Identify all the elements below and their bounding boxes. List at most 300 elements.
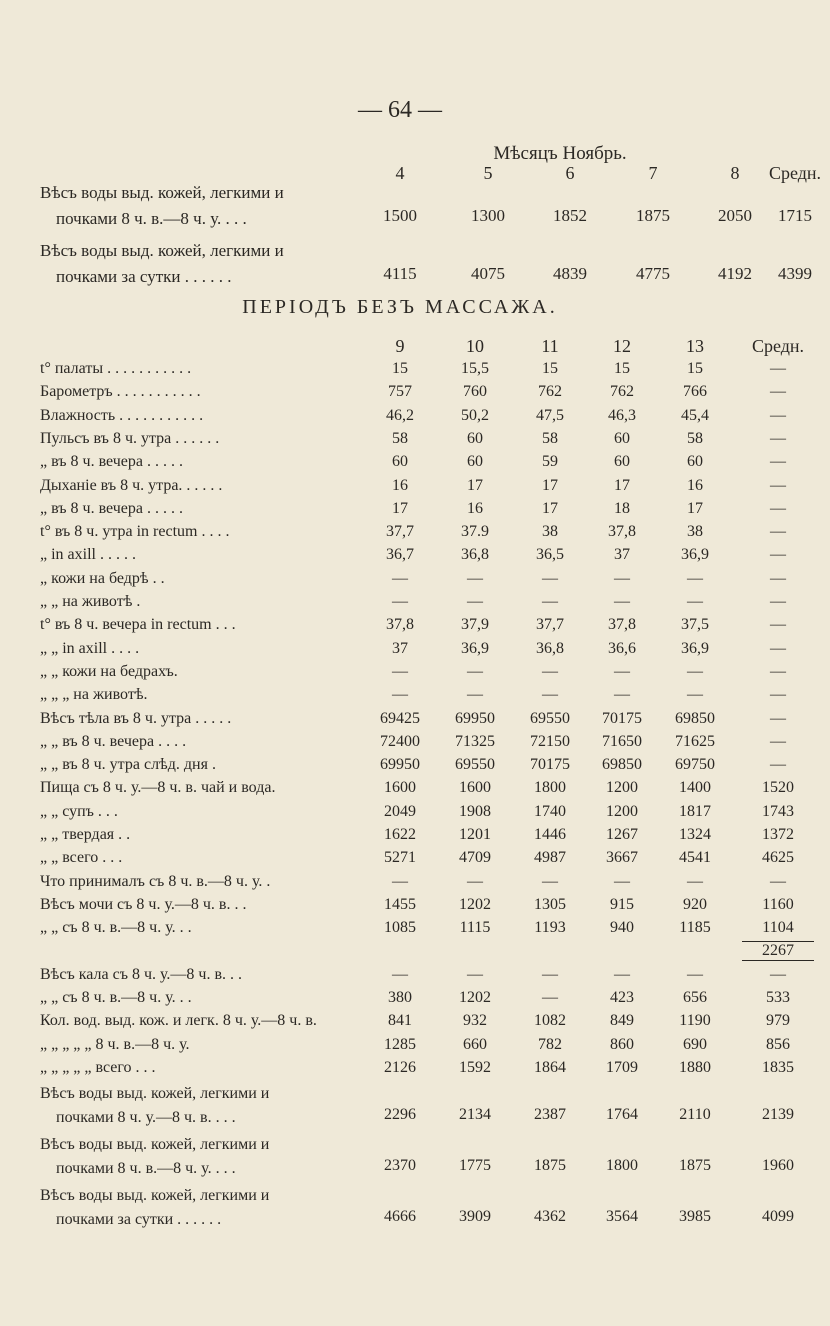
table-cell: 15 (542, 360, 558, 377)
table-cell: 36,8 (536, 639, 564, 657)
table-row (40, 779, 794, 802)
table-cell: 1324 (679, 826, 711, 843)
table-cell: 1085 (384, 919, 416, 937)
table-cell: 3985 (679, 1208, 711, 1226)
table-row (40, 872, 786, 896)
row-label: Пульсъ въ 8 ч. утра . . . . . . (40, 429, 220, 447)
table-cell: 4099 (762, 1208, 794, 1226)
table-cell: 1908 (459, 802, 491, 820)
table-cell: — (770, 453, 786, 471)
table-cell: 1875 (534, 1157, 566, 1175)
table-cell: 1709 (606, 1059, 638, 1076)
table-cell: 4625 (762, 849, 794, 867)
table-cell: 72150 (530, 732, 570, 750)
table-cell: — (770, 360, 786, 377)
table2-header (40, 336, 805, 360)
row-label: „ кожи на бедрѣ . . (40, 569, 165, 587)
table-cell: — (542, 872, 558, 890)
table-cell: 69750 (675, 756, 715, 774)
table-cell: 1592 (459, 1059, 491, 1076)
table-cell: 1446 (534, 826, 566, 843)
table-cell: 4399 (778, 264, 812, 283)
table-cell: 37 (614, 546, 630, 564)
table-cell: 15 (687, 360, 703, 377)
table-cell: 1200 (606, 802, 638, 820)
table-cell: — (770, 546, 786, 564)
table-cell: 1740 (534, 802, 566, 820)
table-cell: 4839 (553, 264, 587, 283)
table-cell: 38 (687, 523, 703, 541)
table-cell: — (687, 593, 703, 610)
table-cell: 1285 (384, 1035, 416, 1053)
table-cell: 423 (610, 989, 634, 1007)
row-label: Что принималъ съ 8 ч. в.—8 ч. у. . (40, 872, 271, 890)
table-cell: 17 (467, 476, 483, 494)
table-cell: 1600 (459, 779, 491, 797)
table-cell: 5271 (384, 849, 416, 867)
table-cell: 2370 (384, 1157, 416, 1175)
row-label: „ „ in axill . . . . (40, 639, 140, 657)
table-cell: 70175 (530, 756, 570, 774)
table-cell: 69425 (380, 709, 420, 727)
table-cell: 1875 (636, 206, 670, 225)
table-cell: 380 (388, 989, 412, 1007)
table-cell: 71325 (455, 732, 495, 750)
table-cell: 16 (392, 476, 408, 494)
table-cell: — (770, 593, 786, 610)
table-row (40, 849, 794, 872)
row-label: „ „ въ 8 ч. вечера . . . . (40, 732, 187, 750)
table-row (40, 1184, 794, 1236)
table-row (40, 406, 786, 430)
table-cell: — (770, 872, 786, 890)
row-label: Вѣсъ мочи съ 8 ч. у.—8 ч. в. . . (40, 895, 247, 913)
table-cell: 47,5 (536, 406, 564, 424)
row-label: Пища съ 8 ч. у.—8 ч. в. чай и вода. (40, 779, 276, 797)
row-label: „ въ 8 ч. вечера . . . . . (40, 453, 183, 471)
table-cell: 1200 (606, 779, 638, 797)
table-cell: — (770, 523, 786, 541)
table-cell: 71650 (602, 732, 642, 750)
row-label: „ „ „ „ „ 8 ч. в.—8 ч. у. (40, 1035, 190, 1053)
table-cell: — (770, 569, 786, 587)
table-cell: — (770, 406, 786, 424)
table2-column-header: Средн. (751, 336, 805, 356)
table-cell: 59 (542, 453, 558, 471)
table-cell: 1520 (762, 779, 794, 797)
table-cell: — (770, 965, 786, 983)
table1-column-header: 7 (648, 163, 658, 183)
table-row (40, 1082, 794, 1134)
row-label: Вѣсъ кала съ 8 ч. у.—8 ч. в. . . (40, 965, 243, 983)
table-cell: 38 (542, 523, 558, 541)
table-cell: — (687, 965, 703, 983)
table1-column-header: Средн. (768, 163, 822, 183)
table-cell: 60 (392, 453, 408, 471)
table-cell: — (770, 709, 786, 727)
row-label: „ „ всего . . . (40, 849, 123, 867)
table-cell: 2139 (762, 1106, 794, 1124)
table-row (40, 569, 786, 593)
table-cell: 762 (610, 383, 634, 401)
row-label-line: Вѣсъ воды выд. кожей, легкими и (40, 183, 284, 202)
table-cell: 4362 (534, 1208, 566, 1226)
table-cell: 1160 (762, 895, 794, 913)
row-label: Барометръ . . . . . . . . . . . (40, 383, 201, 401)
table-cell: 37,9 (461, 616, 489, 634)
table-cell: 60 (614, 453, 630, 471)
table-cell: — (614, 569, 630, 587)
table1-column-header: 8 (730, 163, 740, 183)
table-cell: 1715 (778, 206, 812, 225)
table1-column-header: 5 (483, 163, 493, 183)
table-cell: 17 (392, 499, 408, 517)
table-row (40, 756, 786, 779)
table-cell: 2049 (384, 802, 416, 820)
table-cell: — (770, 639, 786, 657)
table-cell: 2126 (384, 1059, 416, 1076)
table-cell: 69950 (380, 756, 420, 774)
table1-column-header: 6 (565, 163, 575, 183)
table-cell: 36,7 (386, 546, 414, 564)
table-cell: 4115 (383, 264, 417, 283)
row-label: „ „ кожи на бедрахъ. (40, 662, 178, 680)
table-cell: 36,8 (461, 546, 489, 564)
table-cell: — (770, 499, 786, 517)
row-label: Влажность . . . . . . . . . . . (40, 406, 204, 424)
row-label: „ „ съ 8 ч. в.—8 ч. у. . . (40, 919, 192, 937)
table-row (40, 453, 786, 476)
table-cell: 1202 (459, 989, 491, 1007)
table-cell: 1817 (679, 802, 711, 820)
table-cell: — (467, 662, 483, 680)
table-cell: 979 (766, 1012, 790, 1030)
row-label: „ „ съ 8 ч. в.—8 ч. у. . . (40, 989, 192, 1007)
table-row (40, 499, 786, 523)
table-cell: — (614, 872, 630, 890)
table-cell: — (770, 429, 786, 447)
table-row (40, 429, 786, 453)
table-cell: 860 (610, 1035, 634, 1053)
table-cell: 656 (683, 989, 707, 1007)
table-cell: — (392, 965, 408, 983)
table-cell: 915 (610, 895, 634, 913)
row-label-line: Вѣсъ воды выд. кожей, легкими и (40, 1187, 270, 1205)
table-cell: 1835 (762, 1059, 794, 1076)
table-cell: 37,8 (608, 616, 636, 634)
table-cell: 3667 (606, 849, 638, 867)
table-cell: 60 (614, 429, 630, 447)
table-cell: 60 (687, 453, 703, 471)
table-cell: — (614, 965, 630, 983)
row-label (40, 1082, 380, 1130)
row-label-line: почками 8 ч. в.—8 ч. у. . . . (56, 1160, 236, 1178)
table-cell: 58 (392, 429, 408, 447)
table-cell: 1743 (762, 802, 794, 820)
table-cell: 46,2 (386, 406, 414, 424)
table-cell: 1864 (534, 1059, 566, 1076)
table-cell: 533 (766, 989, 790, 1007)
table-row (40, 476, 786, 500)
table-cell: 1201 (459, 826, 491, 843)
table-cell: 762 (538, 383, 562, 401)
table-cell: 1202 (459, 895, 491, 913)
table-cell: — (542, 569, 558, 587)
table-cell: 70175 (602, 709, 642, 727)
table-cell: 16 (687, 476, 703, 494)
table-cell: 4666 (384, 1208, 416, 1226)
table-cell: — (614, 662, 630, 680)
table-cell: 849 (610, 1012, 634, 1030)
row-label: Кол. вод. выд. кож. и легк. 8 ч. у.—8 ч. в. (40, 1012, 317, 1030)
table-cell: 1267 (606, 826, 638, 843)
table-cell: 1082 (534, 1012, 566, 1030)
table-cell: — (770, 616, 786, 634)
table-cell: 69850 (602, 756, 642, 774)
table-row (40, 616, 786, 639)
table-cell: — (467, 686, 483, 704)
table-cell: 69850 (675, 709, 715, 727)
table-row (40, 732, 786, 756)
table-cell: 72400 (380, 732, 420, 750)
table-row (40, 662, 786, 686)
table-cell: 37 (392, 639, 408, 657)
table-row (40, 709, 786, 733)
table2-column-header: 11 (541, 336, 559, 356)
table2-column-header: 10 (466, 336, 484, 356)
urine-total-cell: 2267 (742, 941, 814, 961)
table-cell: 4709 (459, 849, 491, 867)
table-row (40, 1133, 794, 1185)
table-cell: 1800 (534, 779, 566, 797)
table-cell: 60 (467, 453, 483, 471)
table-cell: 58 (687, 429, 703, 447)
table-row (40, 360, 786, 383)
table-cell: 1500 (383, 206, 417, 225)
table-cell: — (770, 383, 786, 401)
row-label: „ „ „ на животѣ. (40, 686, 148, 704)
table2-column-header: 12 (613, 336, 631, 356)
table-cell: 37,8 (386, 616, 414, 634)
table-cell: 1372 (762, 826, 794, 843)
table-cell: 37,7 (536, 616, 564, 634)
table-cell: — (392, 686, 408, 704)
table-cell: 17 (614, 476, 630, 494)
table-row (40, 639, 786, 663)
row-label: Вѣсъ тѣла въ 8 ч. утра . . . . . (40, 709, 232, 727)
table-cell: 37,7 (386, 523, 414, 541)
table-row (40, 965, 786, 989)
row-label (40, 180, 380, 232)
table-cell: 920 (683, 895, 707, 913)
row-label: t° въ 8 ч. утра in rectum . . . . (40, 523, 230, 541)
row-label: „ „ на животѣ . (40, 593, 141, 610)
table-cell: 1115 (459, 919, 491, 937)
table-cell: 15,5 (461, 360, 489, 377)
table-cell: — (467, 965, 483, 983)
table-cell: 17 (687, 499, 703, 517)
table-cell: 4192 (718, 264, 752, 283)
table-cell: — (770, 756, 786, 774)
table-cell: 37,5 (681, 616, 709, 634)
table-row (40, 802, 794, 826)
table-cell: 71625 (675, 732, 715, 750)
table-cell: — (770, 662, 786, 680)
table-cell: 37,8 (608, 523, 636, 541)
table-cell: 841 (388, 1012, 412, 1030)
table-row (40, 593, 786, 616)
table-cell: 1775 (459, 1157, 491, 1175)
table-cell: — (392, 662, 408, 680)
table-cell: — (542, 686, 558, 704)
table-cell: — (467, 569, 483, 587)
table-cell: 1880 (679, 1059, 711, 1076)
row-label (40, 1133, 380, 1181)
table-cell: 2296 (384, 1106, 416, 1124)
row-label-line: Вѣсъ воды выд. кожей, легкими и (40, 1085, 270, 1103)
table-cell: — (542, 662, 558, 680)
table-cell: 4075 (471, 264, 505, 283)
table-cell: 36,9 (681, 639, 709, 657)
table-cell: 2387 (534, 1106, 566, 1124)
table-cell: — (770, 476, 786, 494)
table-cell: 760 (463, 383, 487, 401)
table-row (40, 826, 794, 849)
table-cell: 4541 (679, 849, 711, 867)
table-cell: 50,2 (461, 406, 489, 424)
table-cell: 856 (766, 1035, 790, 1053)
table-cell: 690 (683, 1035, 707, 1053)
table-cell: — (770, 686, 786, 704)
table-cell: 4987 (534, 849, 566, 867)
row-label: t° въ 8 ч. вечера in rectum . . . (40, 616, 236, 634)
table-cell: — (687, 686, 703, 704)
table-cell: 4775 (636, 264, 670, 283)
table-row (40, 383, 786, 406)
table-cell: 1193 (534, 919, 566, 937)
table-cell: — (614, 593, 630, 610)
table-cell: 1455 (384, 895, 416, 913)
table1-column-header: 4 (395, 163, 405, 183)
table-cell: 1800 (606, 1157, 638, 1175)
table-cell: 757 (388, 383, 412, 401)
table-cell: 17 (542, 476, 558, 494)
table-cell: 46,3 (608, 406, 636, 424)
table-cell: — (770, 732, 786, 750)
table-cell: 1305 (534, 895, 566, 913)
table-cell: 940 (610, 919, 634, 937)
table2-column-header: 9 (395, 336, 405, 356)
row-label: „ „ „ „ „ всего . . . (40, 1059, 156, 1076)
table-cell: 60 (467, 429, 483, 447)
table-cell: 766 (683, 383, 707, 401)
table-cell: 1764 (606, 1106, 638, 1124)
table-cell: 69550 (530, 709, 570, 727)
table-cell: 58 (542, 429, 558, 447)
table-cell: 1852 (553, 206, 587, 225)
table-cell: 1875 (679, 1157, 711, 1175)
table-cell: 69950 (455, 709, 495, 727)
row-label-line: Вѣсъ воды выд. кожей, легкими и (40, 241, 284, 260)
table-cell: — (614, 686, 630, 704)
table-cell: 1104 (762, 919, 794, 937)
table-cell: — (542, 965, 558, 983)
table-cell: 36,9 (461, 639, 489, 657)
month-title: Мѣсяцъ Ноябрь. (493, 143, 627, 164)
table-cell: 15 (392, 360, 408, 377)
row-label: „ „ въ 8 ч. утра слѣд. дня . (40, 756, 216, 774)
page-number: — 64 — (358, 97, 442, 123)
table-row (40, 895, 794, 919)
row-label-line: почками 8 ч. в.—8 ч. у. . . . (56, 209, 247, 228)
row-label-line: Вѣсъ воды выд. кожей, легкими и (40, 1136, 270, 1154)
row-label: t° палаты . . . . . . . . . . . (40, 360, 192, 377)
table-cell: 1190 (679, 1012, 711, 1030)
table-row (40, 686, 786, 709)
table-cell: 1185 (679, 919, 711, 937)
table-cell: 3909 (459, 1208, 491, 1226)
row-label-line: почками 8 ч. у.—8 ч. в. . . . (56, 1109, 236, 1127)
table-row (40, 1059, 794, 1082)
table-cell: — (542, 989, 558, 1007)
row-label: „ въ 8 ч. вечера . . . . . (40, 499, 183, 517)
table-cell: 36,9 (681, 546, 709, 564)
table-row (40, 989, 790, 1012)
table-cell: 17 (542, 499, 558, 517)
table-cell: 45,4 (681, 406, 709, 424)
table-cell: 2110 (679, 1106, 711, 1124)
table2-column-header: 13 (686, 336, 704, 356)
table-cell: — (687, 569, 703, 587)
row-label (40, 238, 380, 290)
table-cell: 3564 (606, 1208, 638, 1226)
table-cell: 1300 (471, 206, 505, 225)
row-label: „ „ твердая . . (40, 826, 131, 843)
table-cell: 2134 (459, 1106, 491, 1124)
section-title: ПЕРІОДЪ БЕЗЪ МАССАЖА. (242, 296, 558, 318)
table-cell: 1622 (384, 826, 416, 843)
row-label (40, 1184, 380, 1232)
table-cell: 18 (614, 499, 630, 517)
row-label: Дыханіе въ 8 ч. утра. . . . . . (40, 476, 223, 494)
table-cell: 1600 (384, 779, 416, 797)
row-label-line: почками за сутки . . . . . . (56, 267, 232, 286)
table-cell: 932 (463, 1012, 487, 1030)
table-cell: — (467, 872, 483, 890)
table-row (40, 919, 794, 942)
table-cell: 660 (463, 1035, 487, 1053)
table-row (40, 1035, 790, 1059)
table-cell: 782 (538, 1035, 562, 1053)
table-row (40, 1012, 790, 1035)
table-cell: 2050 (718, 206, 752, 225)
table-row (40, 546, 786, 569)
table-cell: 36,5 (536, 546, 564, 564)
table-cell: 1960 (762, 1157, 794, 1175)
table-cell: 1400 (679, 779, 711, 797)
table-cell: — (467, 593, 483, 610)
table-cell: — (687, 872, 703, 890)
table-cell: 15 (614, 360, 630, 377)
row-label: „ in axill . . . . . (40, 546, 136, 564)
table-cell: — (542, 593, 558, 610)
table-cell: — (392, 593, 408, 610)
table-cell: — (392, 872, 408, 890)
table-cell: — (687, 662, 703, 680)
row-label: „ „ супъ . . . (40, 802, 118, 820)
table-cell: — (392, 569, 408, 587)
table-row (40, 523, 786, 546)
